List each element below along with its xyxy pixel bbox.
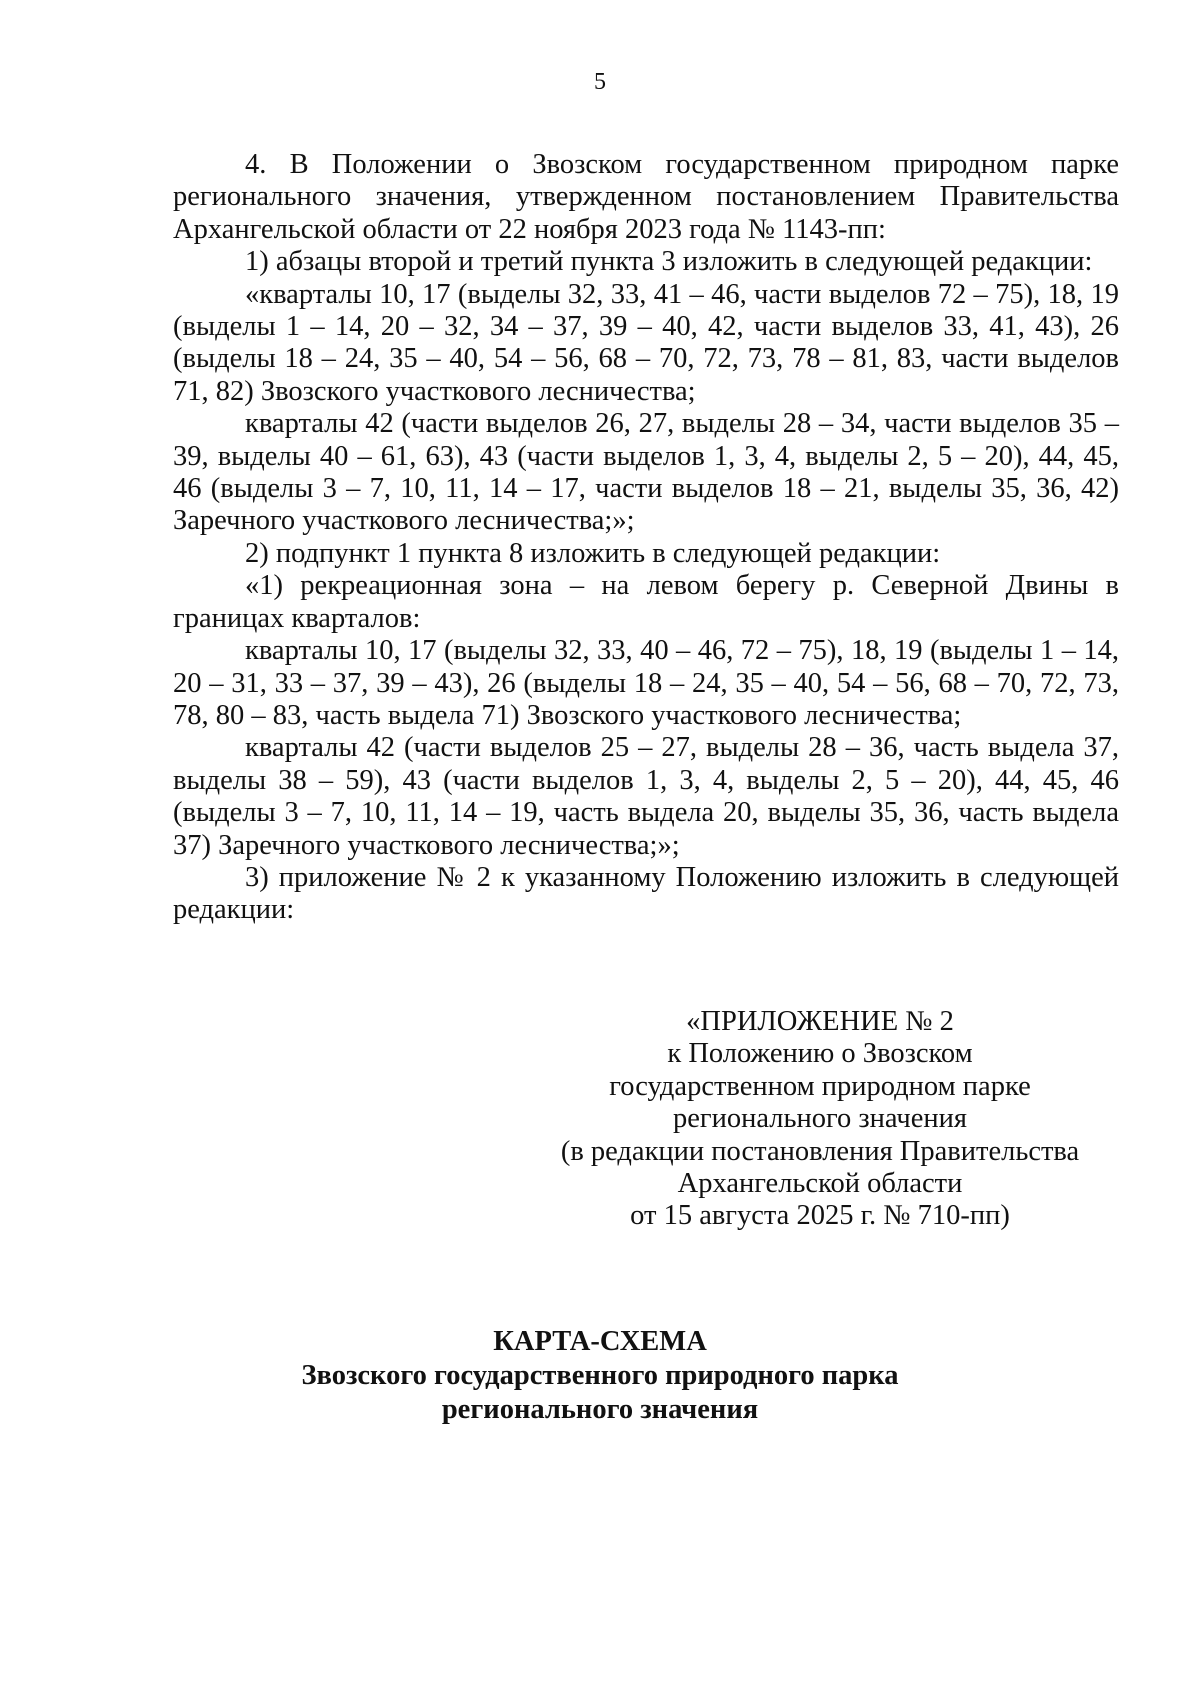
paragraph-recreation-zone: «1) рекреационная зона – на левом берегу р. Северной Двины в границах кварталов: <box>173 570 1119 634</box>
paragraph-item-4-intro: 4. В Положении о Звозском государственном природном парке регионального значения, утвержденном постановлением Правительства Архангельской области от 22 ноября 2023 года № 1143-пп: <box>173 149 1119 245</box>
appendix-line: (в редакции постановления Правительства <box>560 1135 1080 1167</box>
document-body <box>173 149 1119 927</box>
page-number: 5 <box>594 69 606 95</box>
paragraph-subitem-1: 1) абзацы второй и третий пункта 3 изложить в следующей редакции: <box>245 246 1093 278</box>
paragraph-zvoz-quarters: «кварталы 10, 17 (выделы 32, 33, 41 – 46, части выделов 72 – 75), 18, 19 (выделы 1 – 14, 20 – 32, 34 – 37, 39 – 40, 42, части выделов 33, 41, 43), 26 (выделы 18 – 24, 35 – 40, 54 – 56, 68 – 70, 72, 73, 78 – 81, 83, части выделов 71, 82) Звозского участкового лесничества; <box>173 278 1119 407</box>
paragraph-subitem-3: 3) приложение № 2 к указанному Положению изложить в следующей редакции: <box>173 861 1119 926</box>
appendix-line: «ПРИЛОЖЕНИЕ № 2 <box>686 1006 954 1037</box>
map-title <box>0 1325 1200 1427</box>
map-title-heading: КАРТА-СХЕМА <box>493 1326 707 1357</box>
map-title-subtitle: Звозского государственного природного парка <box>301 1360 899 1391</box>
map-title-subtitle-2: регионального значения <box>441 1394 759 1425</box>
appendix-line: регионального значения <box>673 1103 967 1135</box>
paragraph-subitem-2: 2) подпункт 1 пункта 8 изложить в следующей редакции: <box>245 537 941 569</box>
appendix-line: Архангельской области <box>677 1168 963 1200</box>
appendix-line: от 15 августа 2025 г. № 710-пп) <box>630 1200 1010 1232</box>
paragraph-recreation-zarechny: кварталы 42 (части выделов 25 – 27, выделы 28 – 36, часть выдела 37, выделы 38 – 59), 43 (части выделов 1, 3, 4, выделы 2, 5 – 20), 44, 45, 46 (выделы 3 – 7, 10, 11, 14 – 19, часть выдела 20, выделы 35, 36, часть выдела 37) Заречного участкового лесничества;»; <box>173 732 1119 861</box>
appendix-line: государственном природном парке <box>609 1070 1031 1102</box>
paragraph-zarechny-quarters: кварталы 42 (части выделов 26, 27, выделы 28 – 34, части выделов 35 – 39, выделы 40 – 61, 63), 43 (части выделов 1, 3, 4, выделы 2, 5 – 20), 44, 45, 46 (выделы 3 – 7, 10, 11, 14 – 17, части выделов 18 – 21, выделы 35, 36, 42) Заречного участкового лесничества;»; <box>173 408 1119 537</box>
paragraph-recreation-zvoz: кварталы 10, 17 (выделы 32, 33, 40 – 46, 72 – 75), 18, 19 (выделы 1 – 14, 20 – 31, 33 – 37, 39 – 43), 26 (выделы 18 – 24, 35 – 40, 54 – 56, 68 – 70, 72, 73, 78, 80 – 83, часть выдела 71) Звозского участкового лесничества; <box>173 635 1119 731</box>
appendix-header <box>560 1006 1080 1233</box>
appendix-line: к Положению о Звозском <box>667 1038 973 1070</box>
